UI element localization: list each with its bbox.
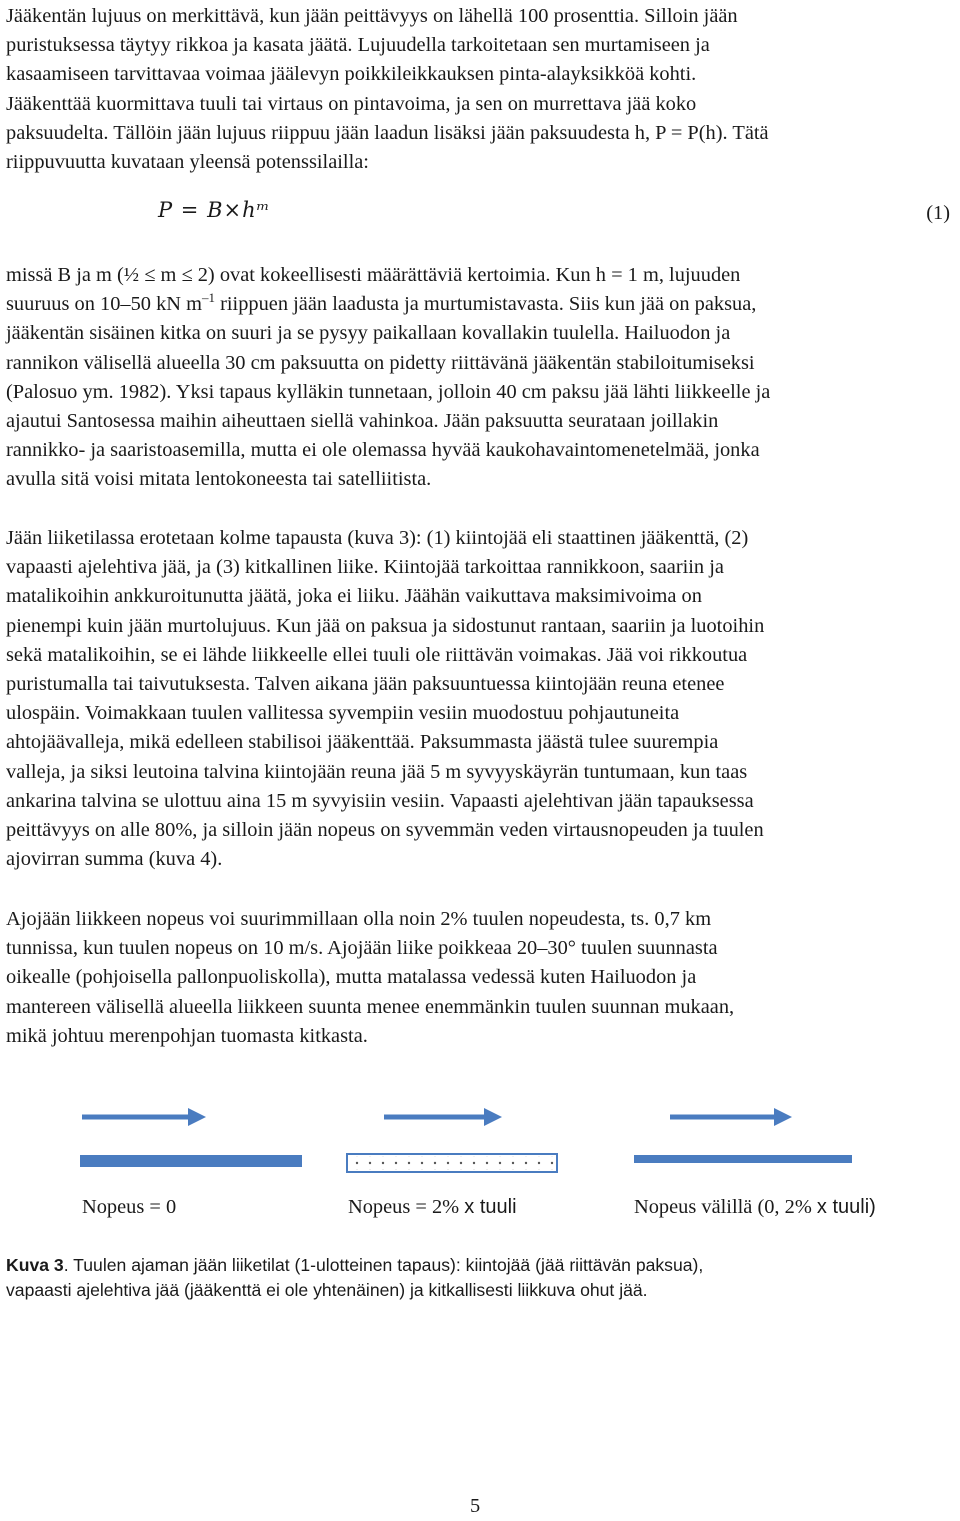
paragraph-line: Jääkenttää kuormittava tuuli tai virtaus on pintavoima, ja sen on murrettava jää koko (6, 92, 697, 115)
paragraph-line: ulospäin. Voimakkaan tuulen vallitessa syvempiin vesiin muodostuu pohjautuneita (6, 702, 680, 725)
paragraph-line: jääkentän sisäinen kitka on suuri ja se pysyy paikallaan kovallakin tuulella. Hailuodon ja (6, 322, 731, 345)
text-fragment: suuruus on 10–50 kN m (6, 293, 202, 316)
paragraph-line: valleja, ja siksi leutoina talvina kiintojään reuna jää 5 m syvyyskäyrän tuntumaan, kun taas (6, 760, 748, 783)
paragraph-lines (6, 319, 956, 494)
figure-caption (6, 1253, 956, 1303)
figure-label-free-drift (348, 1196, 517, 1219)
label-text: Nopeus välillä (0, 2% (634, 1196, 817, 1218)
paragraph-line: Jään liiketilassa erotetaan kolme tapausta (kuva 3): (1) kiintojää eli staattinen jääkenttä, (2) (6, 527, 749, 549)
ice-floes-dots (349, 1156, 555, 1170)
paragraph-line: vapaasti ajelehtiva jää, ja (3) kitkallinen liike. Kiintojää tarkoittaa rannikkoon, saariin ja (6, 556, 724, 579)
paragraph-line (6, 290, 956, 319)
figure-label-friction (634, 1196, 876, 1219)
paragraph-line: puristuksessa täytyy rikkoa ja kasata jäätä. Lujuudella tarkoitetaan sen murtamiseen ja (6, 34, 710, 57)
paragraph-line: rannikon välisellä alueella 30 cm paksuutta on pidetty riittävänä jääkentän stabiloitumiseksi (6, 351, 755, 374)
label-text: x tuuli) (816, 1196, 876, 1218)
panel-fast-ice (80, 1108, 302, 1167)
caption-text: . Tuulen ajaman jään liiketilat (1-ulotteinen tapaus): kiintojää (jää riittävän paksua), (63, 1255, 704, 1275)
caption-label: Kuva 3 (6, 1255, 64, 1275)
label-text: Nopeus = 2% (348, 1196, 465, 1218)
wind-arrow-head (188, 1108, 206, 1126)
equation-number: (1) (926, 202, 950, 224)
paragraph-line: mikä johtuu merenpohjan tuomasta kitkasta. (6, 1024, 368, 1047)
superscript: –1 (201, 290, 215, 306)
panel-free-drift (347, 1108, 557, 1172)
paragraph-line: paksuudelta. Tällöin jään lujuus riippuu jään laadun lisäksi jään paksuudesta h, P = P(h). Tätä (6, 121, 769, 144)
paragraph-line: ankarina talvina se ulottuu aina 15 m syvyisiin vesiin. Vapaasti ajelehtivan jään tapauksessa (6, 789, 754, 812)
paragraph-line: oikealle (pohjoisella pallonpuoliskolla), mutta matalassa vedessä kuten Hailuodon ja (6, 966, 697, 989)
paragraph-line: Jääkentän lujuus on merkittävä, kun jään peittävyys on lähellä 100 prosenttia. Silloin jään (6, 5, 738, 27)
paragraph-coefficients (6, 261, 956, 495)
ice-bar (80, 1155, 302, 1167)
paragraph-line: kasaamiseen tarvittavaa voimaa jäälevyn poikkileikkauksen pinta-alayksikköä kohti. (6, 63, 697, 86)
page-number: 5 (470, 1495, 481, 1517)
panel-friction-motion (634, 1108, 852, 1163)
paragraph-line: sekä matalikoihin, se ei lähde liikkeelle ellei tuuli ole riittävän voimakas. Jää voi rikkoutua (6, 643, 748, 666)
paragraph-line: peittävyys on alle 80%, ja silloin jään nopeus on syvemmän veden virtausnopeuden ja tuulen (6, 819, 764, 842)
paragraph-line: missä B ja m (½ ≤ m ≤ 2) ovat kokeellisesti määrättäviä kertoimia. Kun h = 1 m, lujuuden (6, 264, 741, 286)
paragraph-drift-speed (6, 905, 956, 1051)
wind-arrow-head (484, 1108, 502, 1126)
caption-line (6, 1253, 956, 1278)
paragraph-line: rannikko- ja saaristoasemilla, mutta ei ole olemassa hyvää kaukohavaintomenetelmää, jonka (6, 439, 760, 462)
paragraph-line: ahtojäävalleja, mikä edelleen stabilisoi jääkenttää. Paksummasta jäästä tulee suurempia (6, 731, 719, 754)
paragraph-line: (Palosuo ym. 1982). Yksi tapaus kylläkin tunnetaan, jolloin 40 cm paksu jää lähti liikkeelle ja (6, 380, 771, 403)
label-text: x tuuli (464, 1196, 517, 1218)
paragraph-line: ajautui Santosessa maihin aiheuttaen siellä vahinkoa. Jään paksuutta seurataan joillakin (6, 410, 719, 433)
thin-ice-bar (634, 1155, 852, 1163)
text-fragment: riippuen jään laadusta ja murtumistavasta. Siis kun jää on paksua, (214, 293, 757, 316)
paragraph-line: Ajojään liikkeen nopeus voi suurimmillaan olla noin 2% tuulen nopeudesta, ts. 0,7 km (6, 908, 712, 930)
paragraph-line: mantereen välisellä alueella liikkeen suunta menee enemmänkin tuulen suunnan mukaan, (6, 995, 735, 1018)
paragraph-line: avulla sitä voisi mitata lentokoneesta tai satelliitista. (6, 468, 432, 491)
caption-line: vapaasti ajelehtiva jää (jääkenttä ei ole yhtenäinen) ja kitkallisesti liikkuva ohut jää. (6, 1280, 648, 1300)
paragraph-line: puristumalla tai taivutuksesta. Talven aikana jään paksuuntuessa kiintojään reuna etenee (6, 673, 725, 696)
formula-power-law: P = B×hᵐ (158, 198, 271, 222)
paragraph-line: matalikoihin ankkuroitunutta jäätä, joka ei liiku. Jäähän vaikuttava maksimivoima on (6, 585, 702, 608)
figure-label-fast-ice: Nopeus = 0 (82, 1196, 177, 1218)
paragraph-line: tunnissa, kun tuulen nopeus on 10 m/s. Ajojään liike poikkeaa 20–30° tuulen suunnasta (6, 937, 718, 960)
paragraph-ice-motion-states (6, 524, 956, 874)
paragraph-line: ajovirran summa (kuva 4). (6, 848, 223, 871)
paragraph-line: pienempi kuin jään murtolujuus. Kun jää on paksua ja sidostunut rantaan, saariin ja luotoihin (6, 614, 765, 637)
paragraph-line: riippuvuutta kuvataan yleensä potenssilailla: (6, 151, 369, 174)
wind-arrow-head (774, 1108, 792, 1126)
paragraph-ice-strength (6, 2, 956, 177)
